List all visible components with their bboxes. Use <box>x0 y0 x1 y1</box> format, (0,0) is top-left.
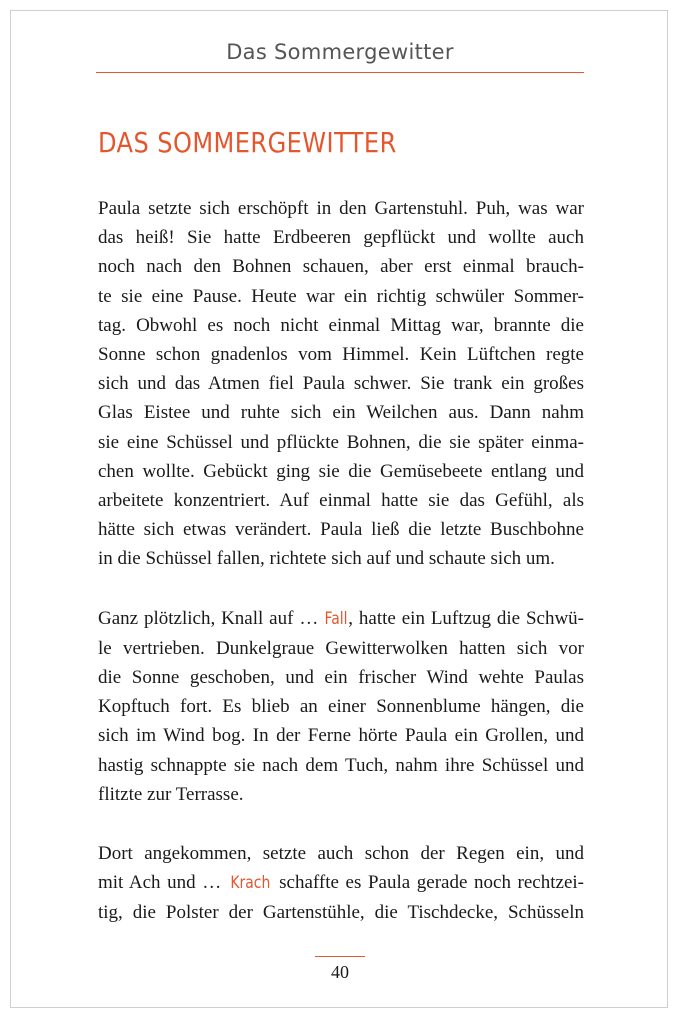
footer-rule <box>315 956 365 957</box>
text-line <box>98 604 584 634</box>
text-line: hätte sich etwas verändert. Paula ließ die letzte Buschbohne <box>98 519 584 541</box>
running-head: Das Sommergewitter <box>226 40 454 64</box>
text-line <box>98 868 584 898</box>
text-line: das heiß! Sie hatte Erdbeeren gepflückt und wollte auch <box>98 227 584 249</box>
text-line: die Sonne geschoben, und ein frischer Wind wehte Paulas <box>98 667 584 689</box>
text-line: le vertrieben. Dunkelgraue Gewitterwolken hatten sich vor <box>98 637 584 659</box>
text-line: Glas Eistee und ruhte sich ein Weilchen aus. Dann nahm <box>98 402 584 424</box>
chapter-title: DAS SOMMERGEWITTER <box>98 126 397 159</box>
text-line: tag. Obwohl es noch nicht einmal Mittag war, brannte die <box>98 314 584 336</box>
text-line: arbeitete konzentriert. Auf einmal hatte sie das Gefühl, als <box>98 490 584 512</box>
text-line: Sonne schon gnadenlos vom Himmel. Kein Lüftchen regte <box>98 344 584 366</box>
text-segment: Ganz plötzlich, Knall auf … <box>98 607 325 629</box>
paragraph-1 <box>98 194 584 574</box>
text-line: sie eine Schüssel und pflückte Bohnen, die sie später einma- <box>98 431 584 453</box>
highlight-word-krach: Krach <box>230 873 271 894</box>
text-line: in die Schüssel fallen, richtete sich auf und schaute sich um. <box>98 548 555 570</box>
text-line: flitzte zur Terrasse. <box>98 783 244 805</box>
text-segment: mit Ach und … <box>98 872 228 894</box>
text-line: Kopftuch fort. Es blieb an einer Sonnenblume hängen, die <box>98 696 584 718</box>
text-line: Paula setzte sich erschöpft in den Gartenstuhl. Puh, was war <box>98 198 584 219</box>
text-line: sich im Wind bog. In der Ferne hörte Paula ein Grollen, und <box>98 725 584 747</box>
text-segment: , hatte ein Luftzug die Schwü- <box>348 607 584 629</box>
text-line: hastig schnappte sie nach dem Tuch, nahm ihre Schüssel und <box>98 754 584 776</box>
body-text <box>98 194 584 958</box>
text-line: Dort angekommen, setzte auch schon der Regen ein, und <box>98 843 584 865</box>
text-line: tig, die Polster der Gartenstühle, die Tischdecke, Schüsseln <box>98 902 584 924</box>
text-line: noch nach den Bohnen schauen, aber erst einmal brauch- <box>98 256 584 278</box>
header-rule <box>96 72 584 73</box>
paragraph-2 <box>98 604 584 809</box>
text-line: sich und das Atmen fiel Paula schwer. Sie trank ein großes <box>98 373 584 395</box>
text-line: te sie eine Pause. Heute war ein richtig schwüler Sommer- <box>98 285 584 307</box>
text-line: chen wollte. Gebückt ging sie die Gemüsebeete entlang und <box>98 460 584 482</box>
text-segment: schaffte es Paula gerade noch rechtzei- <box>272 872 584 894</box>
highlight-word-fall: Fall <box>324 608 348 629</box>
paragraph-3 <box>98 839 584 928</box>
page-number: 40 <box>331 962 349 982</box>
